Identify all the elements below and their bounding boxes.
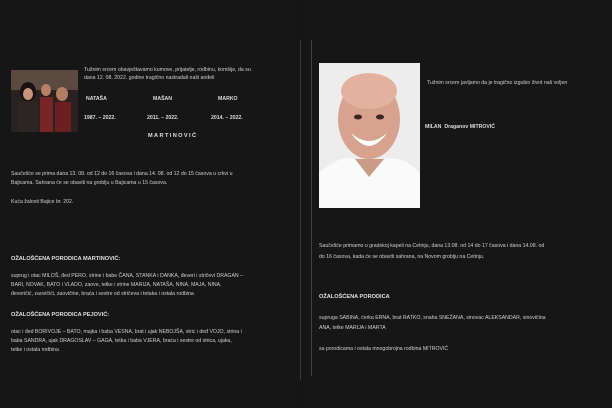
- intro-line-2: dana 12. 08. 2022. godine tragično nastradali naši anđeli: [84, 75, 215, 81]
- name-masan: MAŠAN: [153, 96, 173, 102]
- right-condolence-line-2: do 16 časova, kada će se obaviti sahrana, na Novom groblju na Cetinju.: [319, 254, 485, 260]
- family-martinovic-heading: OŽALOŠĆENA PORODICA MARTINOVIĆ:: [11, 256, 121, 262]
- years-masan: 2011. – 2022.: [147, 115, 179, 121]
- right-panel-border: [311, 40, 312, 376]
- family-martinovic-line-2: BARI, NOVAK, BATO i VLADO, zaove, tetke i strine MARIJA, NATAŠA, NINA, MAJA, NINA,: [11, 282, 222, 288]
- family-martinovic-line-1: suprug i otac MILOŠ, đed PERO, strine i babe ČANA, STANKA i DANKA, đeveri i stričevi DRAGAN –: [11, 273, 243, 279]
- left-obituary-panel: [0, 0, 298, 408]
- right-family-line-1: supruga SABINA, ćerka ERNA, brat RATKO, snaha SNEŽANA, sinovac ALEKSANDAR, sinovičina: [319, 315, 546, 321]
- years-marko: 2014. – 2022.: [211, 115, 243, 121]
- condolence-line-1: Saučešće se prima dana 13. 08. od 12 do 16 časova i dana 14. 08. od 12 do 15 časova u crkvi u: [11, 171, 233, 177]
- right-family-heading: OŽALOŠĆENA PORODICA: [319, 294, 390, 300]
- name-natasa: NATAŠA: [86, 96, 107, 102]
- family-pejovic-line-2: baba SANDRA, ujak DRAGOSLAV – GAGA, tetka i baba VJERA, braća i sestre od strica, ujaka,: [11, 338, 232, 344]
- family-photo: [11, 70, 78, 132]
- intro-line-1: Tužnim srcem obavještavamo kumove, prijatelje, rodbinu, komšije, da su: [84, 67, 251, 73]
- house-of-mourning-address: Kuća žalosti Bajice br. 202.: [11, 199, 74, 205]
- deceased-name: [425, 124, 495, 131]
- panel-divider: [300, 40, 301, 380]
- right-intro: Tužnim srcem javljamo da je tragično izgubio život naš voljen: [427, 80, 568, 86]
- deceased-photo: [319, 63, 420, 208]
- name-marko: MARKO: [218, 96, 238, 102]
- family-pejovic-heading: OŽALOŠĆENA PORODICA PEJOVIĆ:: [11, 312, 110, 318]
- family-pejovic-line-1: otac i đed BORIVOJE – BATO, majka i baba VESNA, brat i ujak NEBOJŠA, stric i deđ VOJO, strina i: [11, 329, 242, 335]
- right-closing-line: sa porodicama i ostala mnogobrojna rodbina MITROVIĆ: [319, 346, 449, 352]
- deceased-rest-name: Draganov MITROVIĆ: [444, 124, 496, 130]
- family-martinovic-line-3: đeveričić, zaovičići, zaovičine, braća i sestre od stričeva i tetaka i ostala rodbina: [11, 291, 194, 297]
- right-family-line-2: ANA, tetke MARIJA i MARTA: [319, 325, 386, 331]
- years-natasa: 1987. – 2022.: [84, 115, 116, 121]
- family-pejovic-line-3: tetke i ostala rodbina: [11, 347, 59, 353]
- deceased-photo-image: [319, 63, 420, 208]
- family-photo-image: [11, 70, 78, 132]
- right-condolence-line-1: Saučešće primamo u gradskoj kapeli na Cetinju, dana 13.08. od 14 do 17 časova i dana 14.08. od: [319, 243, 545, 249]
- deceased-first-name: MILAN: [425, 124, 442, 130]
- condolence-line-2: Bajicama. Sahrana će se obaviti na groblju u Bajicama u 15 časova.: [11, 180, 168, 186]
- surname-martinovic: MARTINOVIĆ: [148, 133, 198, 139]
